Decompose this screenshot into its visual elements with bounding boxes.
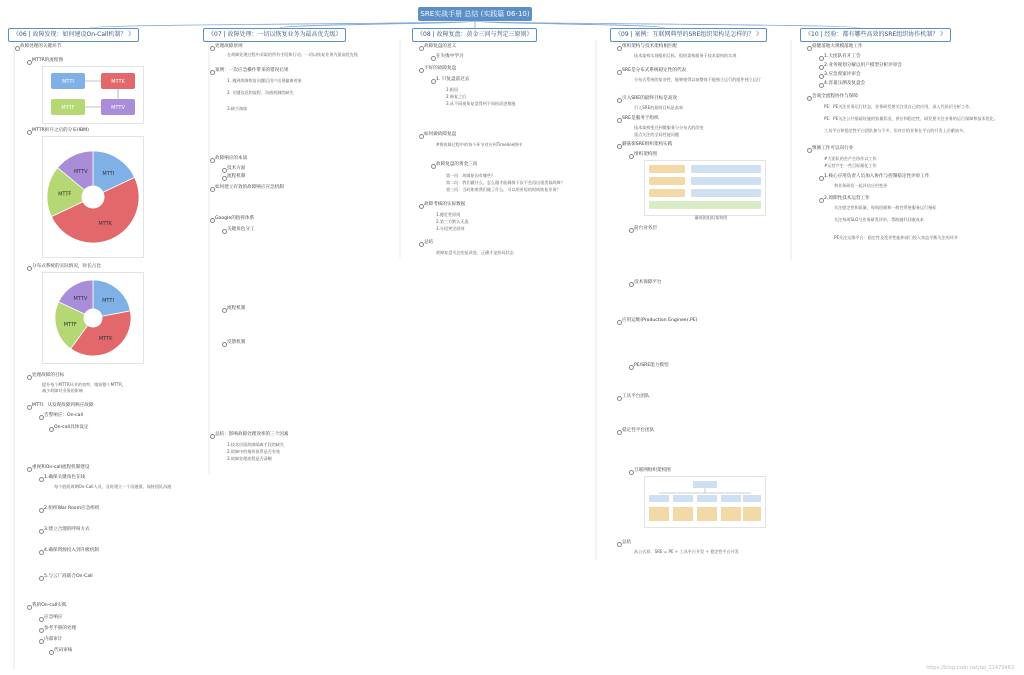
- root-topic[interactable]: SRE实战手册 总结 (实践篇 06-10): [418, 7, 532, 21]
- pie-chart-2: [42, 272, 144, 364]
- note: PE关注运维平台：稳定性及变更性能和部门投入效益平衡关注的环节: [834, 235, 958, 240]
- node[interactable]: 2.组织War Room应急组织: [44, 506, 100, 511]
- node[interactable]: 处理故障的目标: [32, 373, 65, 378]
- node[interactable]: 反馈机制: [227, 340, 246, 345]
- pie-label: MTTF: [58, 191, 72, 198]
- node[interactable]: 2.业务规划分解以用户模型分析评审会: [824, 63, 902, 68]
- note: 1. 遇到故障恢复问题后用户出现偏离迹象: [227, 78, 302, 83]
- note: PE：PE关注业务运行状态，业务研发要关注其自己的应用，深入代码层分析工作。: [824, 104, 974, 109]
- node[interactable]: 参考手册的处理: [44, 626, 77, 631]
- node[interactable]: 我的On-call实践: [32, 603, 67, 608]
- note: 分布式系统的复杂性，能够使得以前整体不能独立运行的组件独立运行: [634, 77, 761, 82]
- node[interactable]: 组织架构与技术架构相匹配: [622, 44, 678, 49]
- node[interactable]: PE/SRE能力模型: [634, 363, 669, 368]
- column-title[interactable]: 《09 | 案例：互联网典型的SRE组织架构是怎样的？ 》: [610, 28, 767, 42]
- column-title[interactable]: 《08 | 故障复盘：黄金三问与判定三原则》: [412, 28, 537, 42]
- node[interactable]: 慎修工作可以向行业: [812, 146, 854, 151]
- note: 1.根因: [446, 87, 459, 92]
- node[interactable]: MTTI：从发现故障到响应故障: [32, 403, 94, 408]
- note: 每个值班周期On-Call人员，及时建立一个沟通群，保持团队沟通: [54, 484, 172, 489]
- node[interactable]: SRE是分布式系统稳定性的代表: [622, 68, 687, 73]
- pie-hole: [82, 186, 105, 209]
- column-title[interactable]: 《10 | 经验：都有哪些高效的SRE组织协作机制？ 》: [800, 28, 951, 42]
- node[interactable]: 技术保障平台: [634, 280, 662, 285]
- note: 1.健壮性原则: [436, 212, 461, 217]
- node[interactable]: 3.应急预案评审会: [824, 72, 861, 77]
- node[interactable]: 4.确保资源投入到升级机制: [44, 548, 99, 553]
- note: 第二问：我们做什么，怎么做才能确保下次不会再出现类似故障？: [446, 180, 565, 185]
- node[interactable]: 稳定性平台团队: [622, 428, 655, 433]
- note: #大团队的会产生协作以工作: [824, 156, 877, 161]
- pie-chart-1: [42, 136, 144, 258]
- node[interactable]: SRE是服务于组织: [622, 116, 659, 121]
- note: PE：PE关注公共基础设施的容量状况、供应和稳定性，研发要关注业务的运行保障和技术优化。: [824, 116, 998, 121]
- node[interactable]: 组织架构图: [634, 152, 657, 157]
- column-title[interactable]: 《06 | 故障发现：如何建设On-Call机制？ 》: [8, 28, 139, 42]
- node[interactable]: 代码审核: [54, 648, 73, 653]
- note: 1.技术层面故障隔离手段的缺失: [227, 442, 285, 447]
- node[interactable]: 处理故障原则: [215, 44, 243, 49]
- node[interactable]: 4.容量压测及复盘会: [824, 81, 866, 86]
- flow-label: MTTV: [111, 105, 125, 111]
- pie-label: MTTI: [102, 170, 115, 177]
- note: 关注稳定性和质量，每周回顾和一般性系统服务运行指标: [834, 205, 937, 210]
- node[interactable]: 案例：一次应急操作带来的错误后果: [215, 68, 289, 73]
- pie-label: MTTV: [73, 169, 88, 176]
- note: 和业务研发一起评估应用变更: [834, 183, 888, 188]
- node[interactable]: Google的指挥体系: [215, 216, 255, 221]
- pie-label: MTTI: [102, 297, 114, 304]
- node[interactable]: 内部审计: [44, 637, 63, 642]
- node[interactable]: 重视和On-call流程机制建设: [32, 465, 90, 470]
- note: 技术架构实现组织目标，组织架构服务于技术架构的实现: [634, 53, 737, 58]
- flow-label: MTTK: [111, 79, 125, 85]
- column-title[interactable]: 《07 | 故障处理：一切以恢复业务为最高优先级》: [203, 28, 346, 42]
- node[interactable]: 不好的故障复盘: [424, 66, 457, 71]
- note: 引入SRE的最终目标是高效: [634, 105, 683, 110]
- note: 3.分段判定原则: [436, 226, 465, 231]
- note: 2. 关键信息和流程、沟通机制的缺失: [227, 90, 294, 95]
- note: 重点关注的全局性能问题: [634, 132, 680, 137]
- node[interactable]: 告警响应：On-call: [44, 413, 84, 418]
- mttr-flow-figure: [42, 66, 144, 124]
- node[interactable]: 1.核心应用负责人员加入协作与控制稳定性评审工作: [824, 174, 930, 179]
- node[interactable]: 如何建立有效的故障响应应急机制: [215, 185, 284, 190]
- node[interactable]: 2.周期性技术运营工作: [824, 196, 870, 201]
- node[interactable]: 应用运维(Production Engineer,PE): [622, 318, 698, 323]
- node[interactable]: 互联网组织架构图: [634, 468, 671, 473]
- node[interactable]: 应急响应: [44, 615, 63, 620]
- node[interactable]: 工具平台团队: [622, 394, 650, 399]
- node[interactable]: 总结: [424, 240, 434, 245]
- pie-label: MTTV: [73, 296, 88, 303]
- note: 3.从不同视角复盘得到不同的改进措施: [446, 101, 516, 106]
- node[interactable]: 蘑菇街SRE组织架构实践: [622, 142, 673, 147]
- node[interactable]: 关键角色分工: [227, 227, 255, 232]
- note: 3.故障处理流程是否清晰: [227, 456, 272, 461]
- node[interactable]: 分布式系统的实际情况，时长占比: [32, 264, 101, 269]
- note: 第三问：当时如果我们做了什么，可以用更短的时间恢复业务？: [446, 187, 561, 192]
- note: 从公式看：SRE = PE + 工具平台开发 + 稳定性平台开发: [634, 549, 739, 554]
- note: 减少故障对业务的影响: [42, 388, 83, 393]
- note: 第一问：故障原因有哪些？: [446, 173, 496, 178]
- org-chart-figure-1: [644, 160, 766, 216]
- node[interactable]: 会商全流程协作与保障: [812, 94, 858, 99]
- node[interactable]: 故障复盘的意义: [424, 44, 457, 49]
- node[interactable]: On-call具体设定: [54, 425, 89, 430]
- flow-label: MTTI: [62, 79, 74, 85]
- note: 关注每周SLO与业务研发评审，帮助做好回滚成本: [834, 217, 924, 222]
- node[interactable]: 前台业务层: [634, 226, 657, 231]
- node[interactable]: 总结: [622, 540, 632, 545]
- node[interactable]: 流程机制: [227, 306, 246, 311]
- node[interactable]: 1.确保关键角色在线: [44, 475, 86, 480]
- node[interactable]: 流程机制: [227, 174, 246, 179]
- node[interactable]: 在失败中学习: [436, 54, 464, 59]
- watermark: https://blog.csdn.net/qq_21473463: [926, 665, 1014, 671]
- note: 故障复盘关注的是改进，正确才是终局状态: [436, 250, 514, 255]
- note: 工具平台和稳定性平台团队参与不多，但对应的业务在平台的开发上贡献较多。: [824, 128, 968, 133]
- pie-label: MTTF: [63, 321, 77, 328]
- node[interactable]: MTTR的流程图: [32, 58, 64, 63]
- note: #将故障过程中的每个环节对应到Timeline图中: [436, 142, 523, 147]
- note: 2.修复之后: [446, 94, 467, 99]
- note: #运营产生一些目标细化工作: [824, 163, 877, 168]
- note: 2.故障中的指挥体系是否有效: [227, 449, 281, 454]
- org-chart-figure-2: [644, 476, 766, 528]
- pie-label: MTTK: [98, 335, 113, 342]
- flow-label: MTTF: [61, 105, 75, 111]
- node[interactable]: 故障处理的关键环节: [20, 44, 62, 49]
- node[interactable]: 1. 只复盘前过去: [436, 77, 470, 82]
- pie-label: MTTK: [98, 220, 112, 227]
- node[interactable]: 总结：影响故障处理效率的三个因素: [215, 432, 289, 437]
- node[interactable]: 3.建立合理的呼叫方式: [44, 527, 90, 532]
- note: 2.第三方默认无责: [436, 219, 469, 224]
- node[interactable]: MTTR拆开之后的分布(IBM): [32, 128, 89, 133]
- node[interactable]: 5.与云厂商联合On-Call: [44, 574, 93, 579]
- node[interactable]: 引入SRE的最终目标是高效: [622, 96, 677, 101]
- node[interactable]: 故障响应的本质: [215, 156, 248, 161]
- note: 在故障处理过程中采取的所有手段和行动，一切以恢复业务为最高优先级: [227, 52, 358, 57]
- node[interactable]: 稳健落地大规模落地工作: [812, 44, 863, 49]
- node[interactable]: 如何做故障复盘: [424, 132, 457, 137]
- node[interactable]: 技术方面: [227, 166, 246, 171]
- note: 提升每个MTTR环节的效率，缩短整个MTTR，: [42, 382, 127, 387]
- node[interactable]: 1.大团队有开工会: [824, 54, 861, 59]
- figure-caption: 蘑菇街组织架构图: [694, 215, 728, 220]
- pie-hole: [84, 309, 103, 328]
- note: 技术架构变迁到微服务与分布式的改变: [634, 125, 704, 130]
- node[interactable]: 故障复盘的黄金三问: [436, 162, 478, 167]
- note: 3.缺少演练: [227, 106, 248, 111]
- node[interactable]: 故障考核的实际数据: [424, 202, 466, 207]
